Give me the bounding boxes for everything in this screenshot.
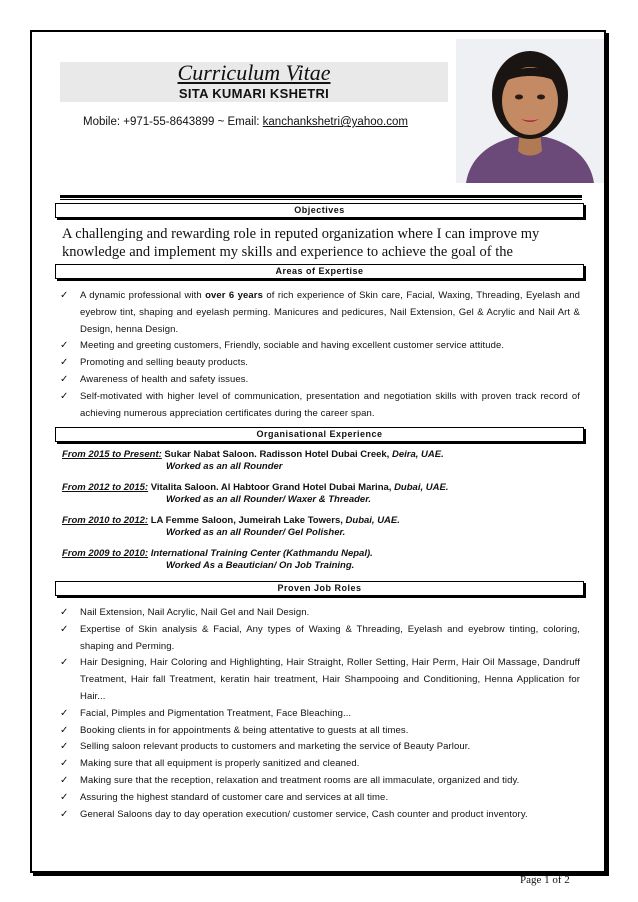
check-icon: ✓ xyxy=(60,373,69,385)
list-item: ✓ A dynamic professional with over 6 years of rich experience of Skin care, Facial, Waxing, Threading, Eyelash and eyebrow tint, shaping and eyelash perming. Manicures and pedicures, Nail Extension, Gel & Acrylic and Nail Art & Design, henna Design. xyxy=(60,290,580,335)
experience-role: Worked as an all Rounder/ Gel Polisher. xyxy=(166,527,346,538)
objective-text: A challenging and rewarding role in reputed organization where I can improve my knowledge and implement my skills and experience to achieve the goal of the xyxy=(62,226,540,260)
check-icon: ✓ xyxy=(60,623,69,635)
experience-entry: From 2015 to Present: Sukar Nabat Saloon. Radisson Hotel Dubai Creek, Deira, UAE. Worked as an all Rounder xyxy=(62,449,444,472)
check-icon: ✓ xyxy=(60,774,69,786)
candidate-name: SITA KUMARI KSHETRI xyxy=(178,86,330,101)
check-icon: ✓ xyxy=(60,707,69,719)
list-item: ✓ Self-motivated with higher level of communication, presentation and negotiation skills with proven track record of achieving numerous appreciation certificates during the career span. xyxy=(60,390,580,419)
check-icon: ✓ xyxy=(60,808,69,820)
list-item: ✓ Expertise of Skin analysis & Facial, Any types of Waxing & Threading, Eyelash and eyebrow tinting, coloring, shaping and Perming. xyxy=(60,623,580,652)
experience-date: From 2015 to Present: xyxy=(62,449,162,460)
section-proven-job-roles: Proven Job Roles xyxy=(55,581,584,596)
list-item: ✓ Making sure that the reception, relaxation and treatment rooms are all immaculate, organized and tidy. xyxy=(60,773,580,790)
section-areas-of-expertise: Areas of Expertise xyxy=(55,264,584,279)
list-item: ✓ Promoting and selling beauty products. xyxy=(60,355,580,372)
check-icon: ✓ xyxy=(60,290,69,301)
check-icon: ✓ xyxy=(60,607,69,618)
list-item: ✓ Nail Extension, Nail Acrylic, Nail Gel and Nail Design. xyxy=(60,605,580,622)
portrait-image xyxy=(456,39,604,183)
experience-date: From 2012 to 2015: xyxy=(62,482,149,493)
section-organisational-experience: Organisational Experience xyxy=(55,427,584,442)
check-icon: ✓ xyxy=(60,791,69,803)
profile-photo xyxy=(456,39,604,183)
list-item: ✓ Hair Designing, Hair Coloring and Highlighting, Hair Straight, Roller Setting, Hair Perm, Hair Oil Massage, Dandruff Treatment, Hair fall Treatment, keratin hair treatment, Hair Shampooing and Conditioning, Henna Application for Hair... xyxy=(60,657,580,702)
header-rule-thin xyxy=(60,199,582,200)
list-item: ✓ Facial, Pimples and Pigmentation Treatment, Face Bleaching... xyxy=(60,706,580,723)
experience-role: Worked as an all Rounder xyxy=(166,461,283,472)
list-item: ✓ Meeting and greeting customers, Friendly, sociable and having excellent customer service attitude. xyxy=(60,338,580,355)
list-item: ✓ Booking clients in for appointments & being attentative to guests at all times. xyxy=(60,723,580,740)
check-icon: ✓ xyxy=(60,357,69,369)
experience-date: From 2010 to 2012: xyxy=(62,515,149,526)
experience-entry: From 2009 to 2010: International Training Center (Kathmandu Nepal). Worked As a Beautician/ On Job Training. xyxy=(62,548,373,571)
experience-entry: From 2010 to 2012: LA Femme Saloon, Jumeirah Lake Towers, Dubai, UAE. Worked as an all Rounder/ Gel Polisher. xyxy=(62,515,400,538)
check-icon: ✓ xyxy=(60,390,69,402)
list-item: ✓ General Saloons day to day operation execution/ customer service, Cash counter and product inventory. xyxy=(60,807,580,824)
check-icon: ✓ xyxy=(60,340,69,352)
cv-title: Curriculum Vitae xyxy=(177,60,331,85)
section-objectives: Objectives xyxy=(55,203,584,218)
check-icon: ✓ xyxy=(60,657,69,669)
page-number: Page 1 of 2 xyxy=(520,874,570,886)
email-link[interactable]: kanchankshetri@yahoo.com xyxy=(262,116,408,128)
experience-role: Worked As a Beautician/ On Job Training. xyxy=(166,560,355,571)
experience-role: Worked as an all Rounder/ Waxer & Threader. xyxy=(166,494,372,505)
check-icon: ✓ xyxy=(60,741,69,753)
check-icon: ✓ xyxy=(60,724,69,736)
list-item: ✓ Selling saloon relevant products to customers and marketing the service of Beauty Parlour. xyxy=(60,739,580,756)
experience-date: From 2009 to 2010: xyxy=(62,548,149,559)
job-roles-list xyxy=(60,605,580,823)
check-icon: ✓ xyxy=(60,758,69,770)
experience-entry: From 2012 to 2015: Vitalita Saloon. Al Habtoor Grand Hotel Dubai Marina, Dubai, UAE. Worked as an all Rounder/ Waxer & Threader. xyxy=(62,482,449,505)
list-item: ✓ Awareness of health and safety issues. xyxy=(60,372,580,389)
list-item: ✓ Assuring the highest standard of customer care and services at all time. xyxy=(60,790,580,807)
contact-line xyxy=(83,116,408,128)
header-rule xyxy=(60,195,582,198)
list-item: ✓ Making sure that all equipment is properly sanitized and cleaned. xyxy=(60,756,580,773)
mobile-label: Mobile: +971-55-8643899 ~ Email: xyxy=(83,116,260,128)
expertise-list xyxy=(60,288,580,422)
